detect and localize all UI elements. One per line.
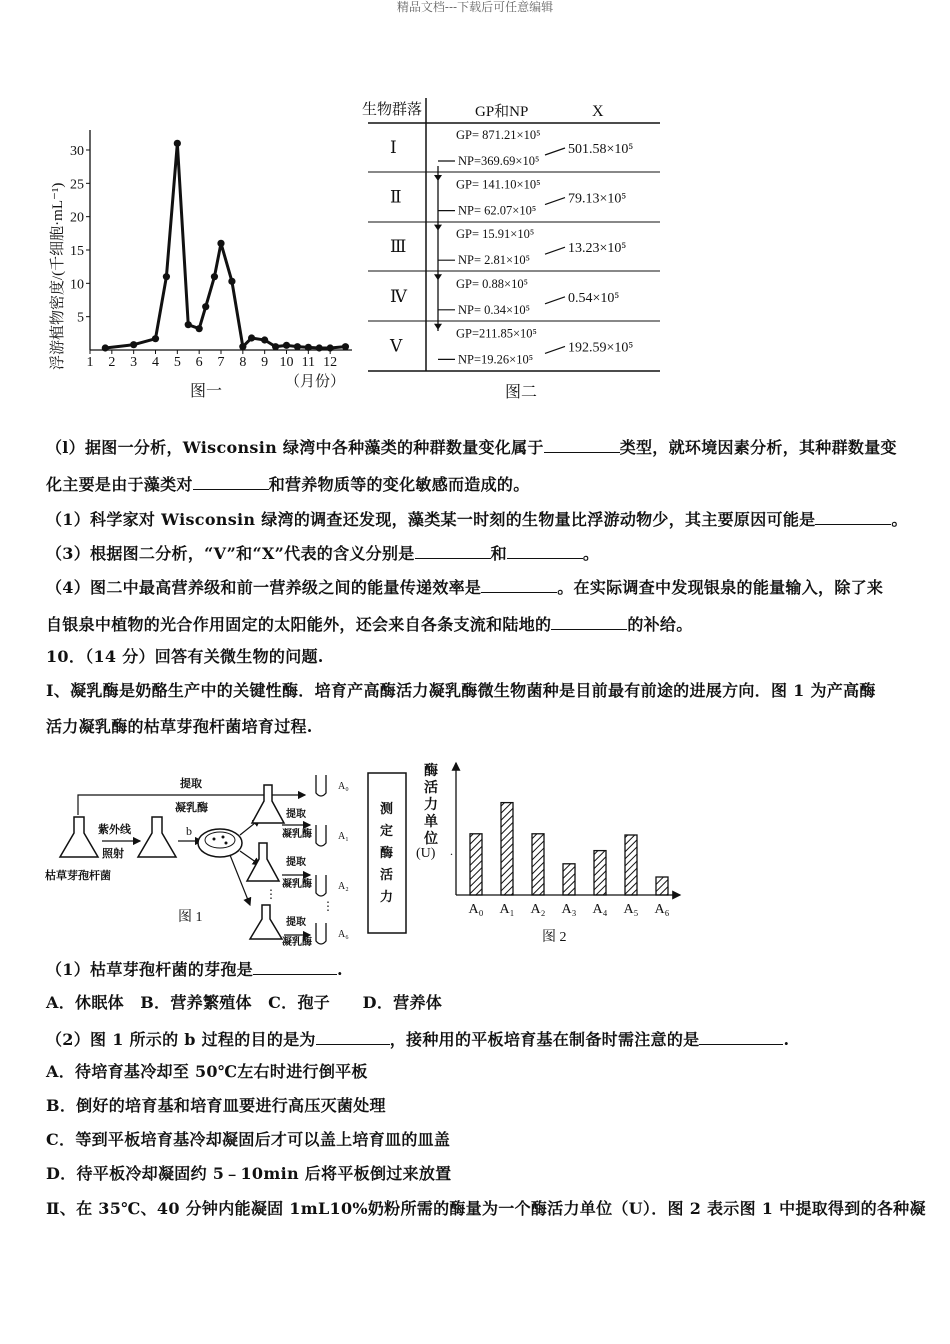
data-point xyxy=(261,336,268,343)
data-point xyxy=(217,240,224,247)
extract-label-a6-1: 提取 xyxy=(286,917,306,928)
data-point xyxy=(163,273,170,280)
x-tick-label: 4 xyxy=(152,355,159,370)
gp-value: GP= 0.88×10⁵ xyxy=(456,276,528,291)
y-tick-label: 20 xyxy=(70,210,84,226)
svg-text:⋮: ⋮ xyxy=(265,887,277,901)
x-tick-label: 5 xyxy=(173,355,181,370)
gp-value: GP=211.85×10⁵ xyxy=(456,326,537,341)
extract-label-a1-2: 凝乳酶 xyxy=(282,829,312,840)
figure-4-caption: 图 2 xyxy=(542,930,567,945)
figure-4-bar-chart xyxy=(410,755,700,950)
data-point xyxy=(239,343,246,350)
np-value: NP=19.26×10⁵ xyxy=(458,352,534,367)
bar xyxy=(563,864,575,895)
trophic-level-label: Ⅳ xyxy=(390,286,407,306)
x-value: 13.23×10⁵ xyxy=(568,241,627,257)
bar xyxy=(625,835,637,895)
section-1-intro-line2: 活力凝乳酶的枯草芽孢杆菌培育过程. xyxy=(46,717,313,736)
q4-text-c: 自银泉中植物的光合作用固定的太阳能外，还会来自各条支流和陆地的 xyxy=(46,615,552,634)
question-3-line xyxy=(46,542,906,564)
x-tick-label: 10 xyxy=(279,355,294,370)
extract-label-top-1: 提取 xyxy=(180,778,202,790)
bar-chart-dot: . xyxy=(450,844,453,858)
question-4-line1 xyxy=(46,576,906,598)
extract-label-a2-1: 提取 xyxy=(286,857,306,868)
q4-text-a: （4）图二中最高营养级和前一营养级之间的能量传递效率是 xyxy=(46,578,482,597)
gp-value: GP= 15.91×10⁵ xyxy=(456,227,535,242)
petri-plate-icon xyxy=(198,829,242,857)
q4-text-d: 的补给。 xyxy=(627,615,693,634)
trophic-level-label: Ⅰ xyxy=(390,138,397,157)
question-10-title: 10．（14 分）回答有关微生物的问题. xyxy=(46,647,324,666)
bar xyxy=(532,834,544,895)
q1-text-c: 化主要是由于藻类对 xyxy=(46,475,193,494)
data-point xyxy=(283,342,290,349)
figure-3-caption: 图 1 xyxy=(178,910,203,925)
q4-text-b: 。在实际调查中发现银泉的能量输入，除了来 xyxy=(557,578,884,597)
figure-3-process-diagram xyxy=(40,755,420,950)
data-point xyxy=(305,344,312,351)
tube-label: A₁ xyxy=(338,831,349,842)
test-tube-icon xyxy=(316,775,326,796)
x-tick-label: 11 xyxy=(301,355,316,370)
y-tick-label: 30 xyxy=(70,144,84,159)
uv-label-1: 紫外线 xyxy=(98,824,131,836)
y-tick-label: 25 xyxy=(70,177,84,193)
np-value: NP= 62.07×10⁵ xyxy=(458,203,537,218)
gp-value: GP= 871.21×10⁵ xyxy=(456,128,541,142)
bar-category-label: A₆ xyxy=(654,902,670,917)
x-tick-label: 3 xyxy=(130,355,138,370)
extract-label-top-2: 凝乳酶 xyxy=(175,802,208,814)
figure-2-caption: 图二 xyxy=(505,384,538,401)
bar-category-label: A₂ xyxy=(530,902,546,917)
s1-text-b: . xyxy=(337,960,343,979)
answer-blank-5[interactable] xyxy=(507,542,583,559)
answer-blank-10[interactable] xyxy=(699,1028,783,1045)
np-value: NP= 0.34×10⁵ xyxy=(458,302,530,317)
x-value: 79.13×10⁵ xyxy=(568,191,627,207)
b-label: b xyxy=(186,824,192,838)
q2-text-b: 。 xyxy=(891,510,908,529)
data-point xyxy=(196,325,203,332)
box-char: 酶 xyxy=(380,845,394,860)
answer-blank-3[interactable] xyxy=(815,508,891,525)
sub-question-1 xyxy=(46,958,906,980)
box-char: 定 xyxy=(380,823,394,838)
extract-label-a1-1: 提取 xyxy=(286,809,306,820)
answer-blank-4[interactable] xyxy=(415,542,491,559)
x-tick-label: 1 xyxy=(86,355,94,370)
ylabel-char: 力 xyxy=(424,798,438,813)
x-tick-label: 12 xyxy=(323,355,338,370)
figure-1-month-unit: （月份） xyxy=(285,374,346,390)
bar xyxy=(656,877,668,895)
box-char: 测 xyxy=(380,801,394,816)
s2-text-c: . xyxy=(783,1030,790,1049)
x-value: 192.59×10⁵ xyxy=(568,340,634,356)
x-tick-label: 2 xyxy=(108,355,116,370)
question-2-line xyxy=(46,508,906,530)
q1-text-b: 类型，就环境因素分析，其种群数量变 xyxy=(619,438,897,457)
q3-text-c: 。 xyxy=(582,544,600,563)
y-tick-label: 15 xyxy=(70,244,84,259)
bar xyxy=(501,803,513,895)
option-a: A．待培育基冷却至 50℃左右时进行倒平板 xyxy=(46,1062,368,1081)
data-point xyxy=(272,343,279,350)
ylabel-char: 活 xyxy=(424,781,438,796)
flask-icon-3 xyxy=(252,785,284,823)
data-point xyxy=(316,344,323,351)
uv-label-2: 照射 xyxy=(102,848,124,860)
extract-label-a6-2: 凝乳酶 xyxy=(282,937,312,948)
option-d: D．待平板冷却凝固约 5﹣10min 后将平板倒过来放置 xyxy=(46,1164,452,1183)
bar-category-label: A₄ xyxy=(592,902,608,917)
test-tube-icon xyxy=(316,923,326,944)
data-point xyxy=(342,343,349,350)
figure-1-caption: 图一 xyxy=(190,383,223,400)
question-1-line2 xyxy=(46,473,906,495)
data-point xyxy=(152,335,159,342)
svg-text:⋮: ⋮ xyxy=(322,899,334,913)
trophic-level-label: Ⅴ xyxy=(390,336,403,356)
option-b: B．倒好的培育基和培育皿要进行高压灭菌处理 xyxy=(46,1096,386,1115)
test-tube-icon xyxy=(316,875,326,896)
x-tick-label: 6 xyxy=(195,355,203,370)
extract-label-a2-2: 凝乳酶 xyxy=(282,879,312,890)
bar xyxy=(470,834,482,895)
data-point xyxy=(211,273,218,280)
bar-category-label: A₃ xyxy=(561,902,577,917)
x-tick-label: 8 xyxy=(239,355,247,370)
flask-icon-5 xyxy=(250,905,282,939)
data-point xyxy=(202,303,209,310)
question-1-line1 xyxy=(46,436,906,458)
q3-text-b: 和 xyxy=(490,544,507,563)
np-value: NP=369.69×10⁵ xyxy=(458,154,540,168)
x-value: 0.54×10⁵ xyxy=(568,290,620,306)
gp-value: GP= 141.10×10⁵ xyxy=(456,177,541,192)
bar-chart-yunit: (U) xyxy=(416,846,436,861)
data-point xyxy=(130,341,137,348)
question-4-line2 xyxy=(46,613,906,635)
option-c: C．等到平板培育基冷却凝固后才可以盖上培育皿的皿盖 xyxy=(46,1130,451,1149)
figure-2-energy-table xyxy=(360,96,680,406)
q2-text-a: （1）科学家对 Wisconsin 绿湾的调查还发现，藻类某一时刻的生物量比浮游动物少，其主要原因可能是 xyxy=(46,510,816,529)
section-2-intro: Ⅱ、在 35℃、40 分钟内能凝固 1mL10%奶粉所需的酶量为一个酶活力单位（U）．图 2 表示图 1 中提取得到的各种凝 xyxy=(46,1199,926,1218)
answer-blank-2[interactable] xyxy=(193,473,269,490)
figure-1-ylabel: 浮游植物密度/(千细胞·mL⁻¹) xyxy=(50,182,66,370)
flask-icon-1 xyxy=(60,817,98,857)
tube-label: A₆ xyxy=(338,929,349,940)
data-point xyxy=(248,334,255,341)
s2-text-a: （2）图 1 所示的 b 过程的目的是为 xyxy=(46,1030,316,1049)
answer-blank-9[interactable] xyxy=(316,1028,390,1045)
s2-text-b: ，接种用的平板培育基在制备时需注意的是 xyxy=(389,1030,700,1049)
col-header-community: 生物群落 xyxy=(362,102,423,118)
box-char: 活 xyxy=(380,867,394,882)
test-tube-icon xyxy=(316,825,326,846)
bar xyxy=(594,851,606,895)
sub-question-2 xyxy=(46,1028,906,1050)
q3-text-a: （3）根据图二分析，“V”和“X”代表的含义分别是 xyxy=(46,544,415,563)
col-header-gp-np: GP和NP xyxy=(475,104,529,120)
bar-category-label: A₁ xyxy=(499,902,515,917)
x-tick-label: 9 xyxy=(261,355,269,370)
y-tick-label: 10 xyxy=(70,277,84,293)
x-tick-label: 7 xyxy=(217,355,225,370)
ylabel-char: 酶 xyxy=(424,764,438,779)
answer-blank-1[interactable] xyxy=(544,436,620,453)
trophic-level-label: Ⅲ xyxy=(390,237,407,257)
sub-question-1-options: A．休眠体 B．营养繁殖体 C．孢子 D．营养体 xyxy=(46,993,443,1012)
section-1-intro-line1: Ⅰ、凝乳酶是奶酪生产中的关键性酶．培育产高酶活力凝乳酶微生物菌种是目前最有前途的进展方向．图 1 为产高酶 xyxy=(46,681,876,700)
answer-blank-8[interactable] xyxy=(253,958,337,975)
data-point xyxy=(228,278,235,285)
flask-icon-2 xyxy=(138,817,176,857)
s1-text-a: （1）枯草芽孢杆菌的芽孢是 xyxy=(46,960,254,979)
page-header: 精品文档---下载后可任意编辑 xyxy=(396,0,554,14)
bar-category-label: A₀ xyxy=(468,902,484,917)
tube-label: A₂ xyxy=(338,881,349,892)
trophic-level-label: Ⅱ xyxy=(390,187,402,207)
q1-text-a: （l）据图一分析，Wisconsin 绿湾中各种藻类的种群数量变化属于 xyxy=(46,438,544,457)
figure-1-line-chart xyxy=(40,120,360,405)
bar-category-label: A₅ xyxy=(623,902,639,917)
data-point xyxy=(294,343,301,350)
np-value: NP= 2.81×10⁵ xyxy=(458,253,530,268)
x-value: 501.58×10⁵ xyxy=(568,142,634,157)
ylabel-char: 位 xyxy=(424,832,438,847)
data-point xyxy=(174,140,181,147)
bacteria-label: 枯草芽孢杆菌 xyxy=(45,870,111,882)
data-point xyxy=(185,321,192,328)
ylabel-char: 单 xyxy=(424,815,438,830)
density-line xyxy=(105,143,345,348)
tube-label: A₀ xyxy=(338,781,349,792)
col-header-x: X xyxy=(592,103,604,120)
answer-blank-6[interactable] xyxy=(481,576,557,593)
data-point xyxy=(102,344,109,351)
answer-blank-7[interactable] xyxy=(551,613,627,630)
y-tick-label: 5 xyxy=(77,310,84,326)
flask-icon-4 xyxy=(247,843,279,881)
box-char: 力 xyxy=(380,889,394,904)
q1-text-d: 和营养物质等的变化敏感而造成的。 xyxy=(268,475,530,494)
